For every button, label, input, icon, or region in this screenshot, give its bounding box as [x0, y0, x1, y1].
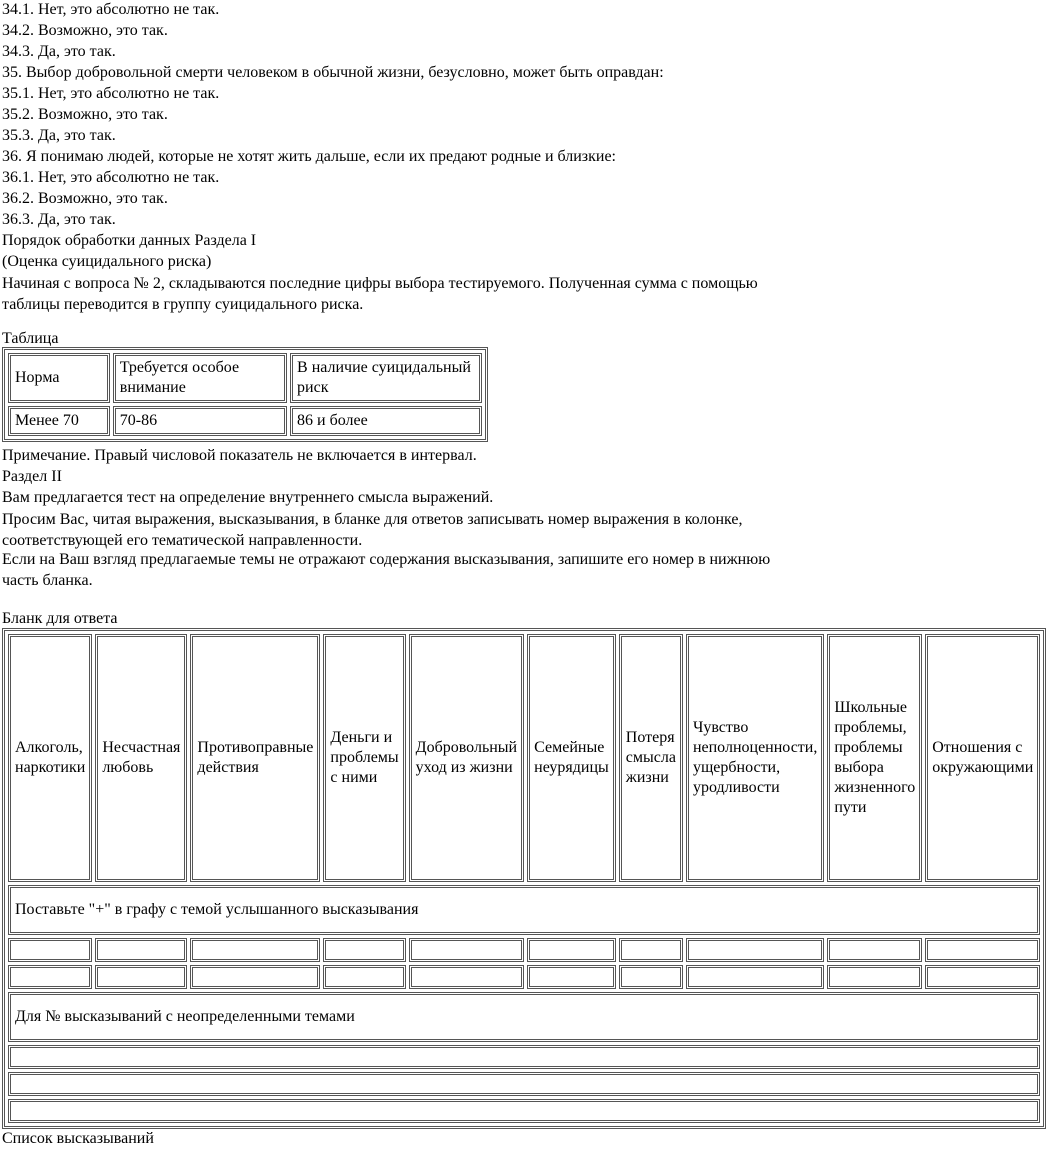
answer-cell-unlawful[interactable] — [190, 965, 320, 989]
answer-34-1: 34.1. Нет, это абсолютно не так. — [2, 1, 220, 18]
answer-cell-unlawful[interactable] — [190, 938, 320, 962]
question-36: 36. Я понимаю людей, которые не хотят жить дальше, если их предают родные и близкие: — [2, 148, 616, 165]
section-1-processing-subtitle: (Оценка суицидального риска) — [2, 253, 212, 270]
answer-36-2: 36.2. Возможно, это так. — [2, 190, 168, 207]
answer-cell-family[interactable] — [527, 938, 616, 962]
table-caption: Таблица — [2, 330, 59, 347]
risk-table-value-row — [8, 406, 482, 436]
value-risk: 86 и более — [290, 406, 482, 436]
undefined-topics-cell[interactable] — [8, 1099, 1040, 1123]
topic-voluntary-death: Добровольный уход из жизни — [409, 634, 524, 882]
answer-cell-inferiority[interactable] — [686, 965, 824, 989]
form-instruction: Поставьте "+" в графу с темой услышанного высказывания — [8, 885, 1040, 935]
form-answer-row — [8, 965, 1040, 989]
answer-cell-unhappy-love[interactable] — [95, 965, 187, 989]
answer-cell-alcohol[interactable] — [8, 938, 92, 962]
risk-table-header-row — [8, 353, 482, 403]
answer-cell-voluntary-death[interactable] — [409, 965, 524, 989]
undefined-topics-cell[interactable] — [8, 1045, 1040, 1069]
undefined-topics-cell[interactable] — [8, 1072, 1040, 1096]
answer-cell-money[interactable] — [323, 938, 405, 962]
form-instruction-row — [8, 885, 1040, 935]
header-attention: Требуется особое внимание — [113, 353, 287, 403]
form-answer-row — [8, 938, 1040, 962]
section-2-title: Раздел II — [2, 468, 62, 485]
topic-relations: Отношения с окружающими — [925, 634, 1040, 882]
section-2-intro: Вам предлагается тест на определение внутреннего смысла выражений. — [2, 489, 494, 506]
answer-cell-relations[interactable] — [925, 965, 1040, 989]
value-norm: Менее 70 — [8, 406, 110, 436]
section-1-processing-title: Порядок обработки данных Раздела I — [2, 232, 257, 249]
answer-cell-voluntary-death[interactable] — [409, 938, 524, 962]
answer-cell-loss-of-meaning[interactable] — [619, 965, 683, 989]
header-norm: Норма — [8, 353, 110, 403]
answer-cell-family[interactable] — [527, 965, 616, 989]
answer-34-3: 34.3. Да, это так. — [2, 43, 116, 60]
topic-inferiority: Чувство неполноценности, ущербности, уродливости — [686, 634, 824, 882]
answer-cell-inferiority[interactable] — [686, 938, 824, 962]
question-35: 35. Выбор добровольной смерти человеком в обычной жизни, безусловно, может быть оправдан: — [2, 64, 664, 81]
topic-unlawful: Противоправные действия — [190, 634, 320, 882]
topic-family: Семейные неурядицы — [527, 634, 616, 882]
statements-list-title: Список высказываний — [2, 1130, 154, 1147]
answer-36-3: 36.3. Да, это так. — [2, 211, 116, 228]
answer-form-table — [2, 628, 1046, 1129]
answer-cell-money[interactable] — [323, 965, 405, 989]
answer-35-3: 35.3. Да, это так. — [2, 127, 116, 144]
answer-35-2: 35.2. Возможно, это так. — [2, 106, 168, 123]
answer-cell-alcohol[interactable] — [8, 965, 92, 989]
form-header-row — [8, 634, 1040, 882]
value-attention: 70-86 — [113, 406, 287, 436]
scoring-instructions: Начиная с вопроса № 2, складываются последние цифры выбора тестируемого. Полученная сумма с помощью таблицы переводится в группу суицидального риска. — [2, 275, 758, 313]
section-2-instructions: Просим Вас, читая выражения, высказывания, в бланке для ответов записывать номер выражения в колонке, соответствующей его тематической направленности. — [2, 511, 743, 549]
answer-cell-unhappy-love[interactable] — [95, 938, 187, 962]
form-undefined-row — [8, 1045, 1040, 1069]
section-2-undefined-instructions: Если на Ваш взгляд предлагаемые темы не отражают содержания высказывания, запишите его номер в нижнюю часть бланка. — [2, 551, 771, 589]
answer-cell-relations[interactable] — [925, 938, 1040, 962]
form-undefined-label-row — [8, 992, 1040, 1042]
form-undefined-row — [8, 1099, 1040, 1123]
undefined-topics-label: Для № высказываний с неопределенными темами — [8, 992, 1040, 1042]
form-undefined-row — [8, 1072, 1040, 1096]
answer-34-2: 34.2. Возможно, это так. — [2, 22, 168, 39]
risk-table — [2, 347, 488, 442]
answer-cell-loss-of-meaning[interactable] — [619, 938, 683, 962]
topic-unhappy-love: Несчастная любовь — [95, 634, 187, 882]
answer-36-1: 36.1. Нет, это абсолютно не так. — [2, 169, 220, 186]
answer-cell-school[interactable] — [827, 938, 922, 962]
answer-35-1: 35.1. Нет, это абсолютно не так. — [2, 85, 220, 102]
note: Примечание. Правый числовой показатель не включается в интервал. — [2, 447, 477, 464]
header-risk: В наличие суицидальный риск — [290, 353, 482, 403]
topic-school: Школьные проблемы, проблемы выбора жизненного пути — [827, 634, 922, 882]
topic-money: Деньги и проблемы с ними — [323, 634, 405, 882]
topic-alcohol: Алкоголь, наркотики — [8, 634, 92, 882]
form-caption: Бланк для ответа — [2, 610, 118, 627]
answer-cell-school[interactable] — [827, 965, 922, 989]
topic-loss-of-meaning: Потеря смысла жизни — [619, 634, 683, 882]
